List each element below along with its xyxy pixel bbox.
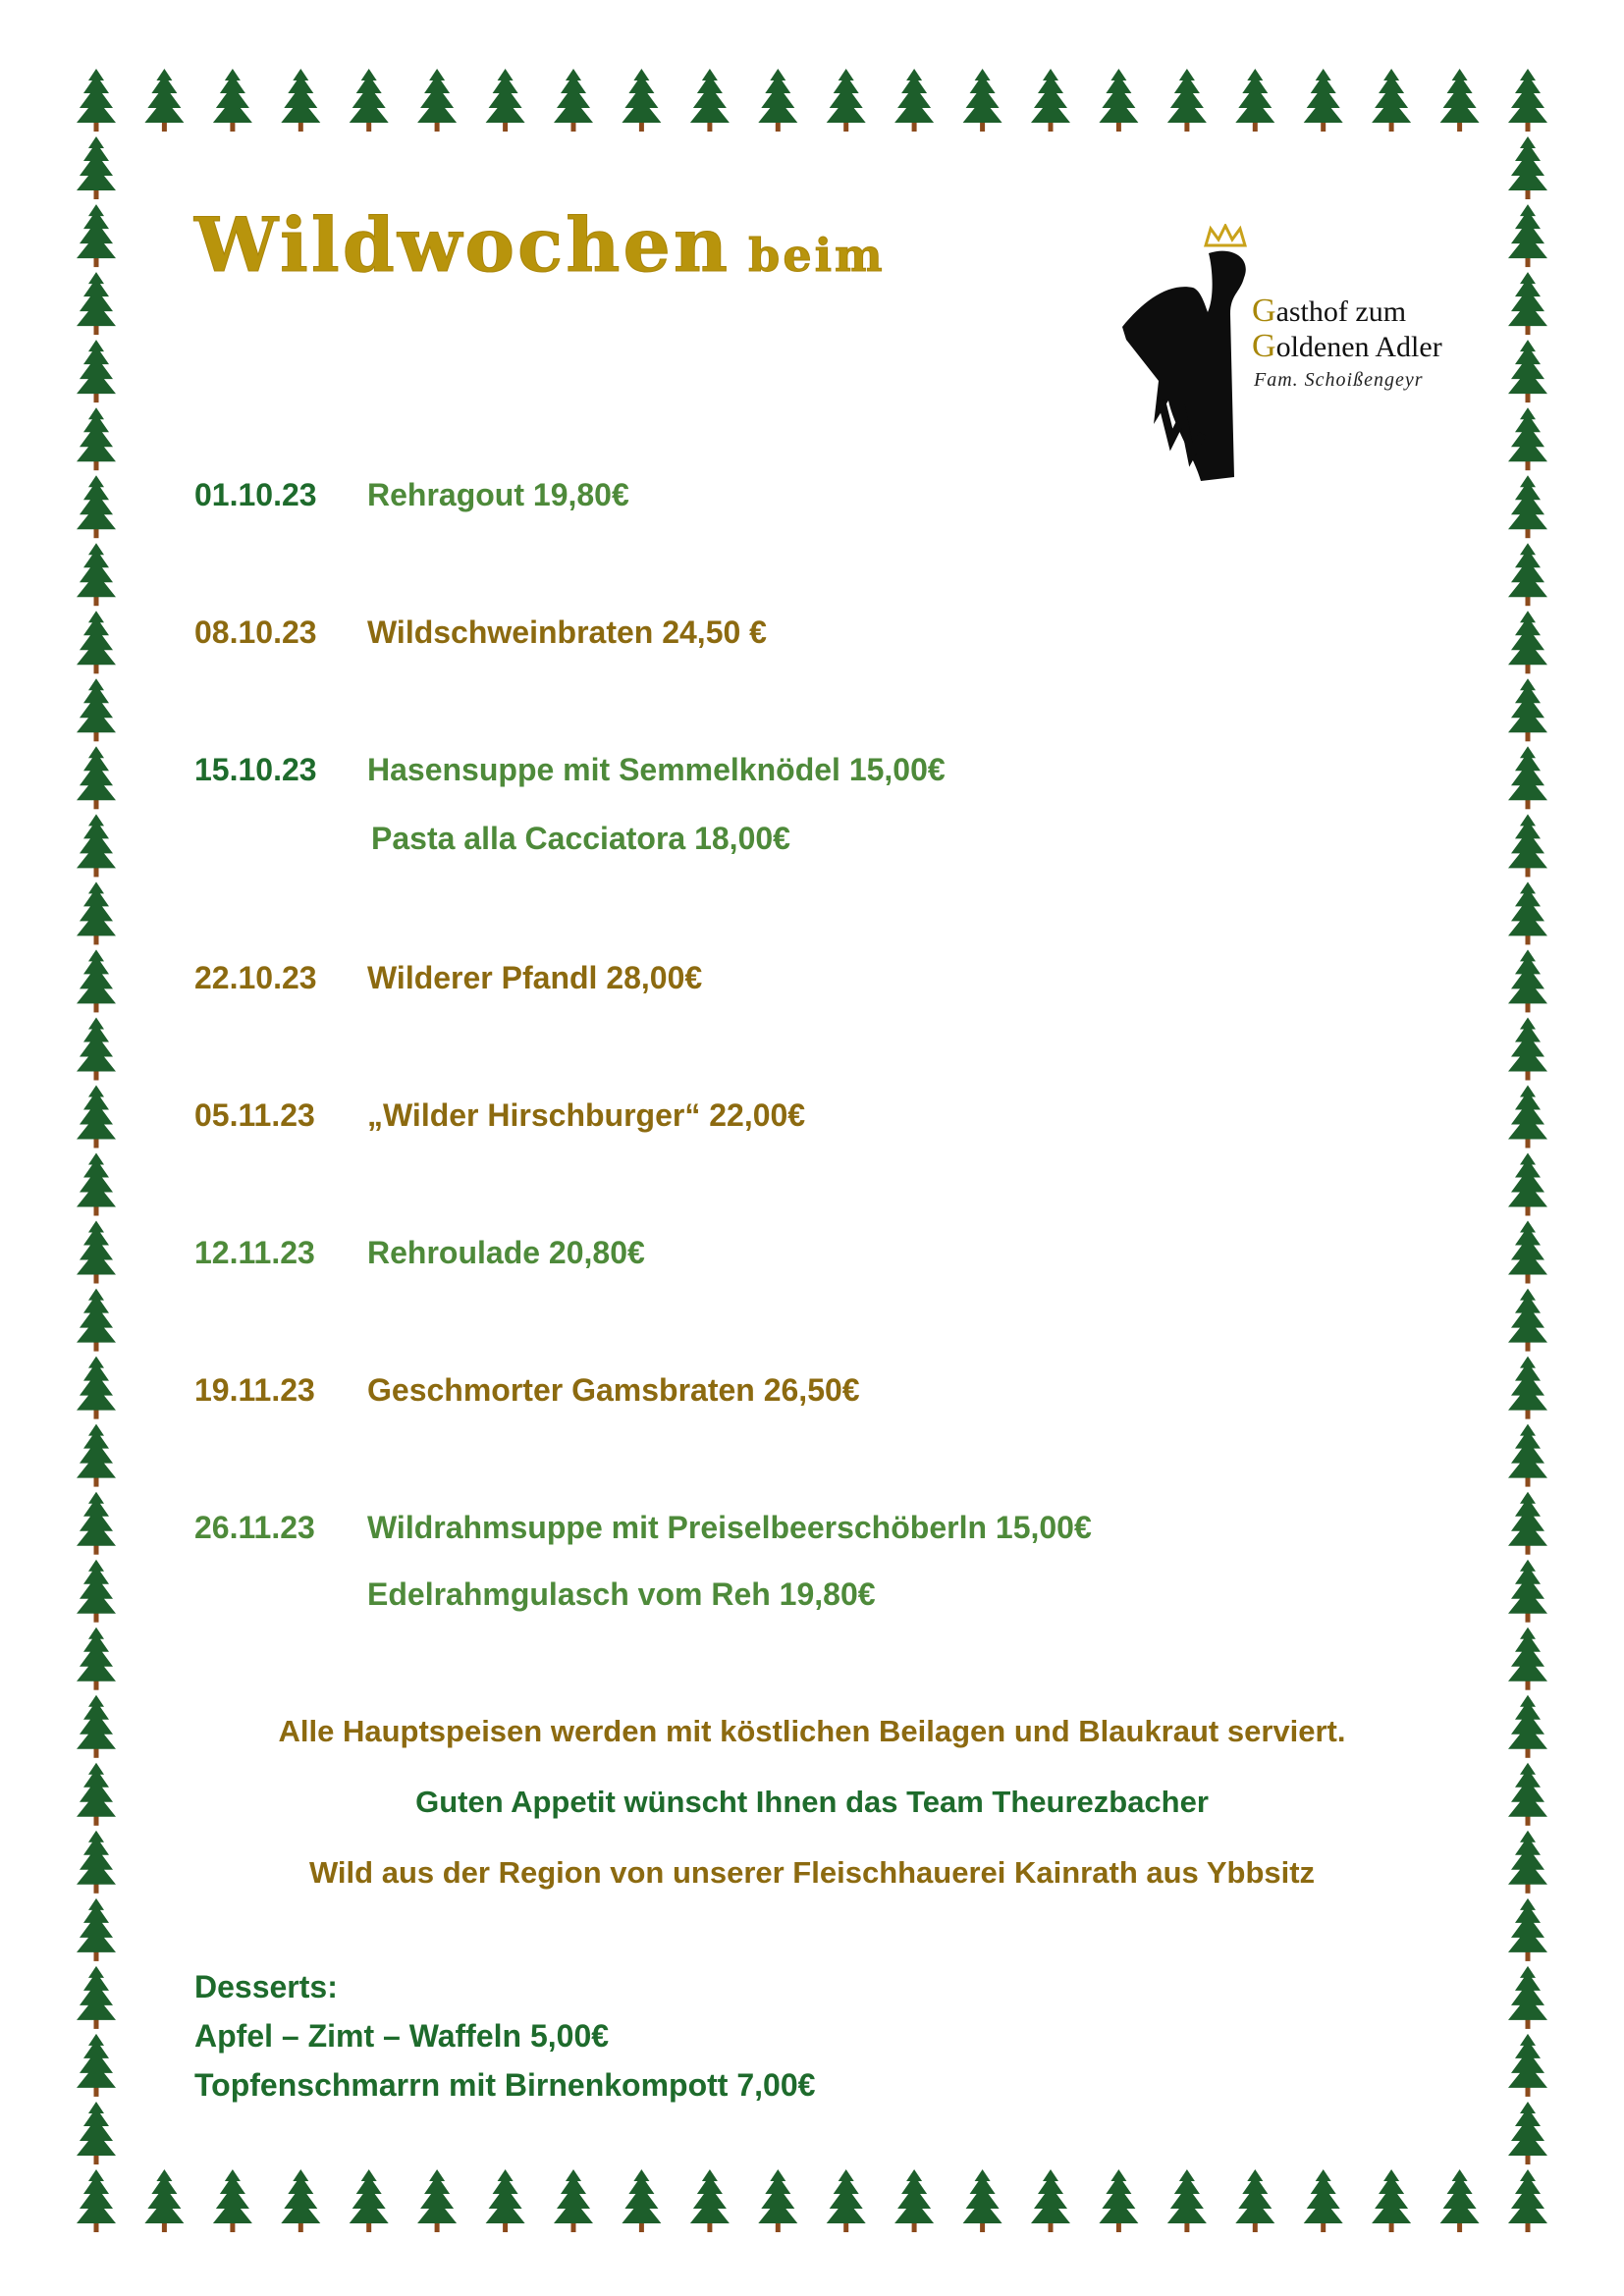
fir-tree-icon [77,407,116,470]
fir-tree-icon [77,1560,116,1623]
fir-tree-icon [1508,2102,1547,2164]
title-suffix: beim [748,229,886,282]
fir-tree-icon [1508,2169,1547,2232]
logo-line-1: Gasthof zum [1252,293,1407,329]
desserts-heading: Desserts: [194,1969,338,2004]
fir-tree-icon [1508,1357,1547,1419]
fir-tree-icon [1235,69,1274,132]
fir-tree-icon [1508,272,1547,335]
fir-tree-icon [1304,69,1343,132]
fir-tree-icon [77,2102,116,2164]
menu-dish: Rehragout 19,80€ [367,477,629,512]
fir-tree-icon [77,881,116,944]
fir-tree-icon [1304,2169,1343,2232]
fir-tree-icon [213,69,252,132]
fir-tree-icon [77,543,116,606]
fir-tree-icon [1508,1492,1547,1555]
fir-tree-icon [144,2169,184,2232]
note-source: Wild aus der Region von unserer Fleischhauerei Kainrath aus Ybbsitz [308,1855,1316,1890]
fir-tree-icon [77,340,116,402]
fir-tree-icon [554,2169,593,2232]
fir-tree-icon [213,2169,252,2232]
fir-tree-icon [1508,1898,1547,1961]
fir-tree-icon [1508,204,1547,267]
fir-tree-icon [1372,2169,1411,2232]
fir-tree-icon [1440,69,1480,132]
fir-tree-icon [77,814,116,877]
menu-entry [194,960,702,996]
fir-tree-icon [758,2169,797,2232]
fir-tree-icon [1508,475,1547,538]
fir-tree-icon [77,678,116,741]
fir-tree-icon [77,949,116,1012]
fir-tree-icon [1167,69,1207,132]
restaurant-logo [1114,224,1488,481]
fir-tree-icon [486,2169,525,2232]
fir-tree-icon [1508,407,1547,470]
fir-tree-icon [554,69,593,132]
menu-dish: Wilderer Pfandl 28,00€ [367,960,703,995]
fir-tree-icon [77,204,116,267]
fir-tree-icon [1167,2169,1207,2232]
fir-tree-icon [963,69,1002,132]
fir-tree-icon [1508,1018,1547,1081]
menu-date: 08.10.23 [194,614,317,650]
fir-tree-icon [77,1086,116,1148]
dessert-item: Apfel – Zimt – Waffeln 5,00€ [194,2018,610,2054]
fir-tree-icon [1508,1153,1547,1216]
fir-tree-icon [1508,814,1547,877]
title-main: Wildwochen [194,201,731,289]
fir-tree-icon [1508,2034,1547,2097]
dessert-item: Topfenschmarrn mit Birnenkompott 7,00€ [194,2067,816,2103]
menu-dish: Wildschweinbraten 24,50 € [367,614,767,650]
fir-tree-icon [1508,611,1547,673]
menu-dish: „Wilder Hirschburger“ 22,00€ [367,1097,806,1133]
fir-tree-icon [77,1492,116,1555]
menu-dish-extra: Edelrahmgulasch vom Reh 19,80€ [367,1576,876,1612]
fir-tree-icon [1235,2169,1274,2232]
note-greeting: Guten Appetit wünscht Ihnen das Team Theurezbacher [415,1785,1209,1819]
fir-tree-icon [690,2169,730,2232]
logo-family: Fam. Schoißengeyr [1254,369,1424,391]
fir-tree-icon [963,2169,1002,2232]
fir-tree-icon [1508,1966,1547,2029]
fir-tree-icon [77,1628,116,1690]
fir-tree-icon [827,2169,866,2232]
menu-dish: Geschmorter Gamsbraten 26,50€ [367,1372,860,1408]
menu-entry [194,1510,1092,1546]
fir-tree-icon [894,2169,934,2232]
fir-tree-icon [1508,1424,1547,1487]
fir-tree-icon [77,2169,116,2232]
menu-entry [194,614,767,651]
fir-tree-icon [77,1898,116,1961]
fir-tree-icon [1508,881,1547,944]
fir-tree-icon [1031,2169,1070,2232]
fir-tree-icon [350,2169,389,2232]
fir-tree-icon [77,1424,116,1487]
fir-tree-icon [77,1357,116,1419]
page-title [194,201,886,289]
menu-dish-extra: Pasta alla Cacciatora 18,00€ [371,821,790,856]
fir-tree-icon [77,2034,116,2097]
fir-tree-icon [1508,678,1547,741]
fir-tree-icon [77,611,116,673]
fir-tree-icon [1508,949,1547,1012]
fir-tree-icon [417,2169,457,2232]
menu-entry [194,1372,860,1409]
menu-date: 26.11.23 [194,1510,315,1545]
fir-tree-icon [281,2169,320,2232]
fir-tree-icon [894,69,934,132]
fir-tree-icon [1508,1560,1547,1623]
fir-tree-icon [77,475,116,538]
fir-tree-icon [77,272,116,335]
menu-dish: Wildrahmsuppe mit Preiselbeerschöberln 15,00€ [367,1510,1092,1545]
menu-entry [194,1235,645,1271]
menu-entry [194,752,946,788]
fir-tree-icon [486,69,525,132]
fir-tree-icon [77,1966,116,2029]
fir-tree-icon [350,69,389,132]
menu-date: 19.11.23 [194,1372,315,1408]
fir-tree-icon [1508,340,1547,402]
fir-tree-icon [690,69,730,132]
logo-line-2: Goldenen Adler [1252,328,1442,364]
fir-tree-icon [1099,2169,1138,2232]
fir-tree-icon [1508,1086,1547,1148]
menu-date: 15.10.23 [194,752,317,787]
fir-tree-icon [827,69,866,132]
fir-tree-icon [1031,69,1070,132]
menu-date: 05.11.23 [194,1097,315,1133]
menu-entry [194,477,629,513]
fir-tree-icon [77,1221,116,1284]
menu-date: 12.11.23 [194,1235,315,1270]
fir-tree-icon [144,69,184,132]
fir-tree-icon [1508,136,1547,199]
fir-tree-icon [1508,69,1547,132]
fir-tree-icon [1508,746,1547,809]
fir-tree-icon [1440,2169,1480,2232]
fir-tree-icon [281,69,320,132]
note-sides: Alle Hauptspeisen werden mit köstlichen Beilagen und Blaukraut serviert. [278,1714,1346,1748]
fir-tree-icon [77,1018,116,1081]
fir-tree-icon [77,136,116,199]
fir-tree-icon [1099,69,1138,132]
menu-date: 01.10.23 [194,477,317,512]
fir-tree-icon [622,2169,661,2232]
fir-tree-icon [758,69,797,132]
menu-date: 22.10.23 [194,960,317,995]
menu-entry [194,1097,805,1134]
menu-dish: Rehroulade 20,80€ [367,1235,645,1270]
fir-tree-icon [77,1289,116,1352]
fir-tree-icon [1508,1289,1547,1352]
fir-tree-icon [1508,1221,1547,1284]
fir-tree-icon [417,69,457,132]
menu-dish: Hasensuppe mit Semmelknödel 15,00€ [367,752,946,787]
fir-tree-icon [622,69,661,132]
fir-tree-icon [77,1153,116,1216]
fir-tree-icon [1372,69,1411,132]
fir-tree-icon [1508,1628,1547,1690]
fir-tree-icon [1508,543,1547,606]
fir-tree-icon [77,69,116,132]
fir-tree-icon [77,746,116,809]
